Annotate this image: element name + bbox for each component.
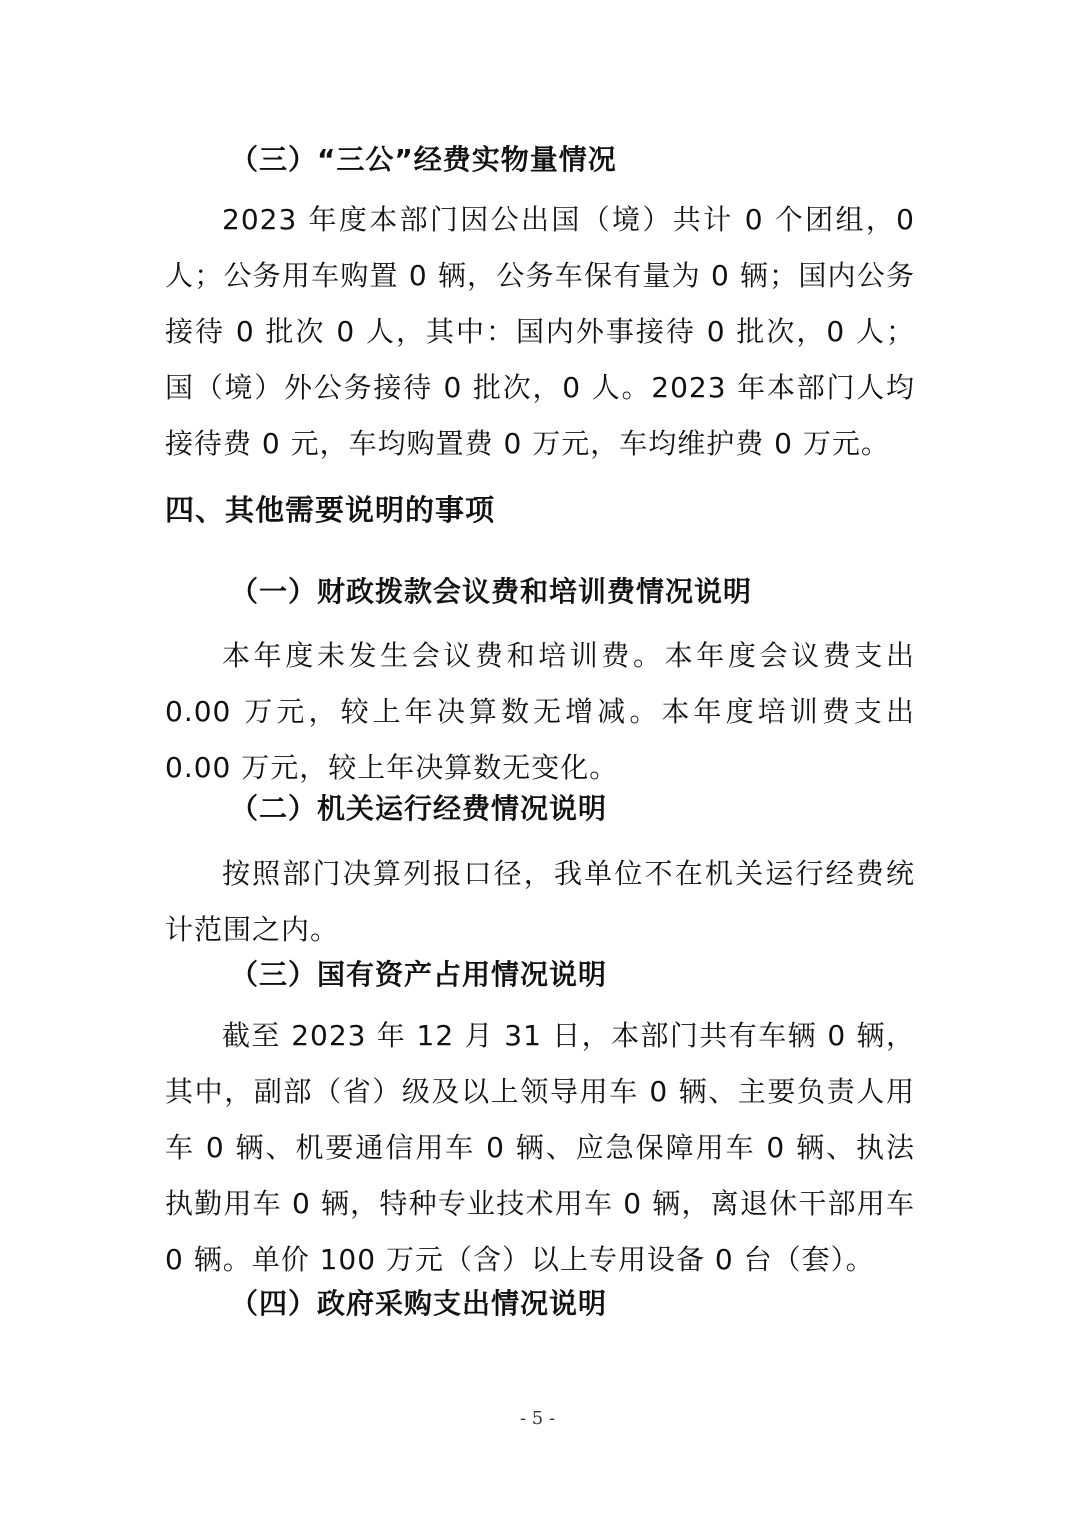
paragraph: 截至 2023 年 12 月 31 日，本部门共有车辆 0 辆，其中，副部（省）级及以上领导用车 0 辆、主要负责人用车 0 辆、机要通信用车 0 辆、应急保障用车 0 辆、执法执勤用车 0 辆，特种专业技术用车 0 辆，离退休干部用车 0 辆。单价 100 万元（含）以上专用设备 0 台（套）。: [165, 1019, 915, 1276]
subsection-heading-state-assets: （三）国有资产占用情况说明: [230, 958, 608, 991]
paragraph: 本年度未发生会议费和培训费。本年度会议费支出 0.00 万元，较上年决算数无增减。本年度培训费支出 0.00 万元，较上年决算数无变化。: [165, 639, 915, 784]
page-number: - 5 -: [519, 1408, 556, 1429]
subsection-body-meeting-training: [165, 628, 915, 796]
paragraph: 2023 年度本部门因公出国（境）共计 0 个团组，0 人；公务用车购置 0 辆，公务车保有量为 0 辆；国内公务接待 0 批次 0 人，其中：国内外事接待 0 批次，0 人；国（境）外公务接待 0 批次，0 人。2023 年本部门人均接待费 0 元，车均购置费 0 万元，车均维护费 0 万元。: [165, 203, 915, 460]
paragraph: 按照部门决算列报口径，我单位不在机关运行经费统计范围之内。: [165, 857, 915, 946]
section-heading-three-public-quantities: （三）“三公”经费实物量情况: [230, 143, 617, 176]
subsection-heading-government-procurement: （四）政府采购支出情况说明: [230, 1287, 608, 1320]
subsection-body-state-assets: [165, 1008, 915, 1288]
part-heading-other-matters: 四、其他需要说明的事项: [165, 493, 496, 527]
section-body-three-public-quantities: [165, 192, 915, 472]
subsection-heading-meeting-training: （一）财政拨款会议费和培训费情况说明: [230, 575, 753, 608]
subsection-body-agency-operating: [165, 846, 915, 958]
subsection-heading-agency-operating: （二）机关运行经费情况说明: [230, 792, 608, 825]
